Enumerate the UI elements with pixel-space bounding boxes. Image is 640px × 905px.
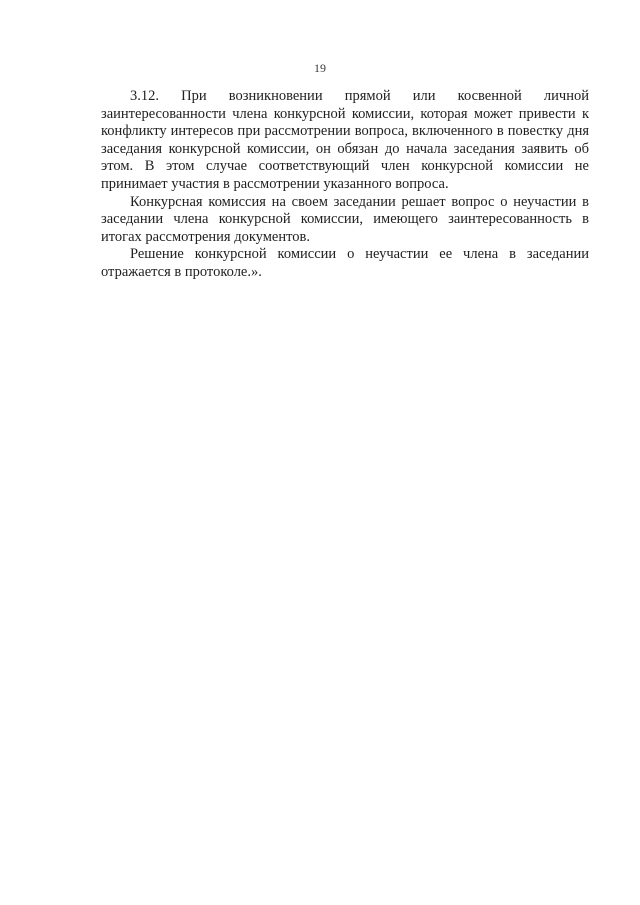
paragraph-commission-decision: Конкурсная комиссия на своем заседании решает вопрос о неучастии в заседании члена конкурсной комиссии, имеющего заинтересованность в итогах рассмотрения документов. [101,193,589,245]
paragraph-protocol: Решение конкурсной комиссии о неучастии ее члена в заседании отражается в протоколе.». [101,246,589,280]
paragraph-3-12: 3.12. При возникновении прямой или косвенной личной заинтересованности члена конкурсной комиссии, которая может привести к конфликту интересов при рассмотрении вопроса, включенного в повестку дня заседания конкурсной комиссии, он обязан до начала заседания заявить об этом. В этом случае соответствующий член конкурсной комиссии не принимает участия в рассмотрении указанного вопроса. [101,88,589,192]
page-number: 19 [314,61,326,75]
document-body [101,88,589,282]
